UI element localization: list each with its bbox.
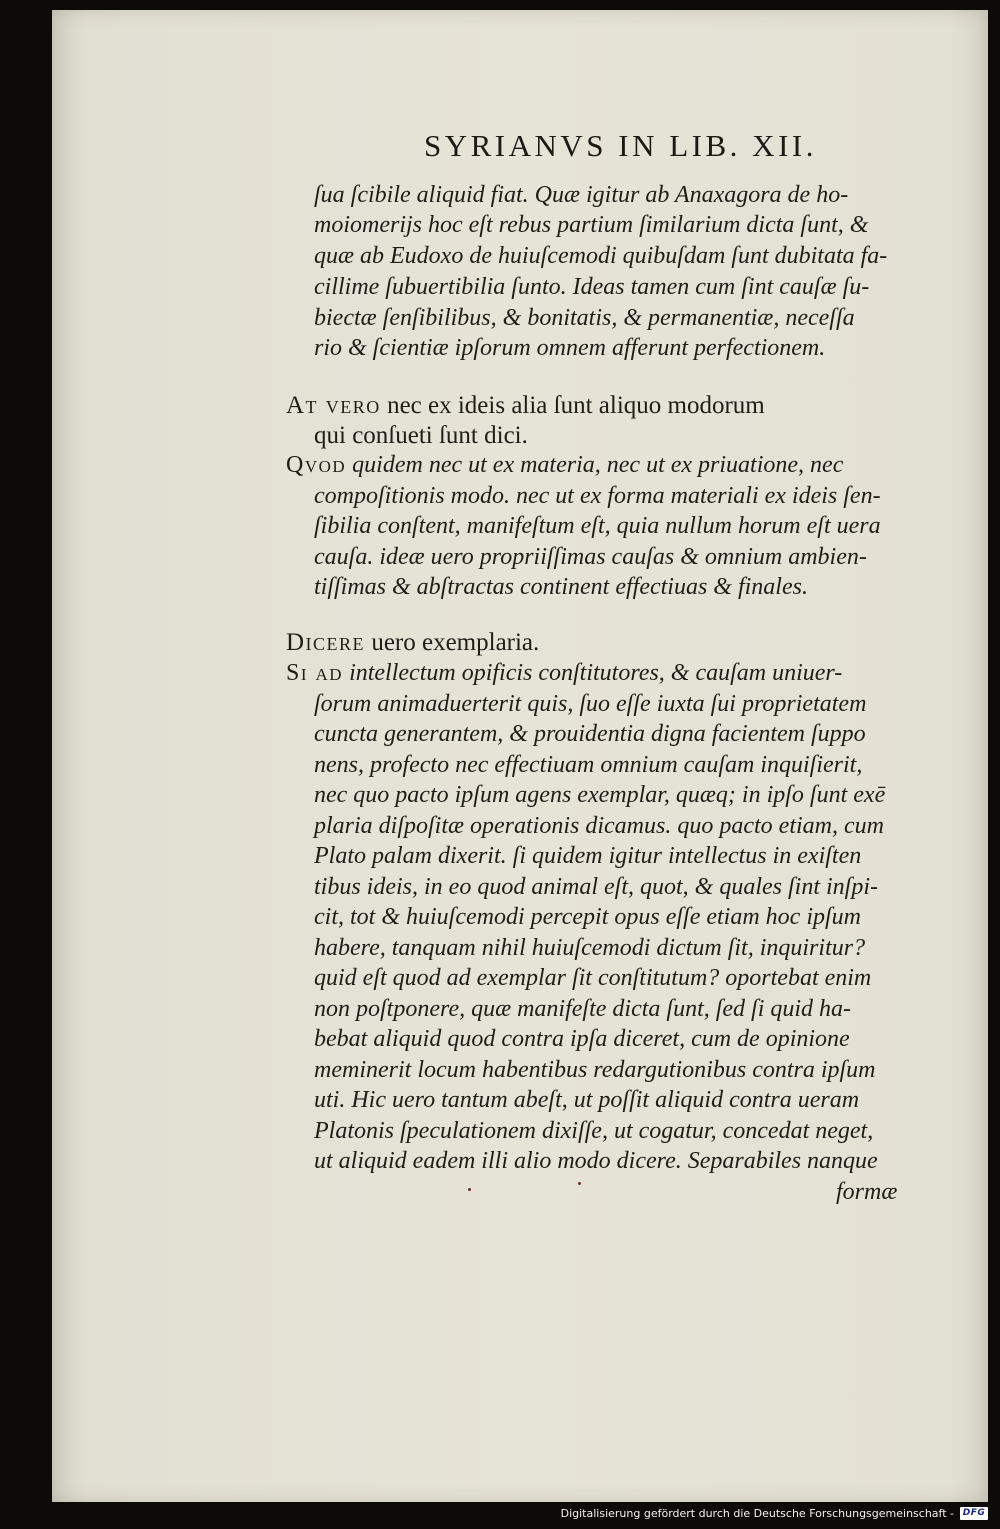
lemma-text: uero exemplaria. [371,629,540,656]
text-line: non poſtponere, quæ manifeſte dicta ſunt, ſed ſi quid ha- [314,996,852,1022]
commentary-lead: Qvod [286,452,347,478]
text-line: tiſſimas & abſtractas continent effectiuas & finales. [314,574,808,600]
catchword: formæ [836,1179,898,1205]
lemma-lead: At vero [286,392,381,419]
text-line: ſorum animaduerterit quis, ſuo eſſe iuxta ſui proprietatem [314,691,867,717]
credit-text: Digitalisierung gefördert durch die Deutsche Forschungsgemeinschaft - [560,1506,954,1520]
lemma-lead: Dicere [286,629,366,656]
text-line: Plato palam dixerit. ſi quidem igitur intellectus in exiſten [314,843,862,869]
text-line: tibus ideis, in eo quod animal eſt, quot, & quales ſint inſpi- [314,874,878,900]
text-line: rio & ſcientiæ ipſorum omnem afferunt perfectionem. [314,335,826,361]
text-line: ſua ſcibile aliquid fiat. Quæ igitur ab Anaxagora de ho- [314,182,849,208]
commentary-text: quidem nec ut ex materia, nec ut ex priuatione, nec [352,452,844,478]
text-line: meminerit locum habentibus redargutionibus contra ipſum [314,1057,876,1083]
text-line: habere, tanquam nihil huiuſcemodi dictum ſit, inquiritur? [314,935,866,961]
text-line: ut aliquid eadem illi alio modo dicere. Separabiles nanque [314,1148,878,1174]
book-page [52,10,988,1502]
lemma-line [286,393,765,418]
paper-speck [578,1182,581,1185]
text-line: moiomerijs hoc eſt rebus partium ſimilarium dicta ſunt, & [314,212,869,238]
dfg-logo-icon: DFG [960,1507,988,1520]
text-line: nens, profecto nec effectiuam omnium cauſam inquiſierit, [314,752,863,778]
commentary-line [286,453,843,477]
commentary-text: intellectum opificis conſtitutores, & cauſam uniuer- [349,660,843,686]
text-line: quæ ab Eudoxo de huiuſcemodi quibuſdam ſunt dubitata fa- [314,243,888,269]
commentary-line [286,661,842,685]
text-line: cillime ſubuertibilia ſunto. Ideas tamen cum ſint cauſæ ſu- [314,274,870,300]
lemma-text: nec ex ideis alia ſunt aliquo modorum [387,392,765,419]
text-line: quid eſt quod ad exemplar ſit conſtitutum? oportebat enim [314,965,872,991]
text-line: uti. Hic uero tantum abeſt, ut poſſit aliquid contra ueram [314,1087,860,1113]
text-line: ſibilia conſtent, manifeſtum eſt, quia nullum horum eſt uera [314,513,881,539]
text-line: cit, tot & huiuſcemodi percepit opus eſſe etiam hoc ipſum [314,904,861,930]
commentary-lead: Si ad [286,660,344,686]
text-line: biectæ ſenſibilibus, & bonitatis, & permanentiæ, neceſſa [314,305,855,331]
text-line: cauſa. ideæ uero propriiſſimas cauſas & omnium ambien- [314,544,867,570]
digitization-credit [561,1505,988,1521]
text-line: Platonis ſpeculationem dixiſſe, ut cogatur, concedat neget, [314,1118,874,1144]
text-line: plaria diſpoſitæ operationis dicamus. quo pacto etiam, cum [314,813,884,839]
running-head: SYRIANVS IN LIB. XII. [424,128,817,163]
text-line: bebat aliquid quod contra ipſa diceret, cum de opinione [314,1026,850,1052]
text-line: nec quo pacto ipſum agens exemplar, quæq; in ipſo ſunt exē [314,782,886,808]
text-line: compoſitionis modo. nec ut ex forma materiali ex ideis ſen- [314,483,881,509]
lemma-line: qui conſueti ſunt dici. [314,422,528,449]
lemma-line [286,630,539,655]
paper-speck [468,1188,471,1191]
text-line: cuncta generantem, & prouidentia digna facientem ſuppo [314,721,866,747]
